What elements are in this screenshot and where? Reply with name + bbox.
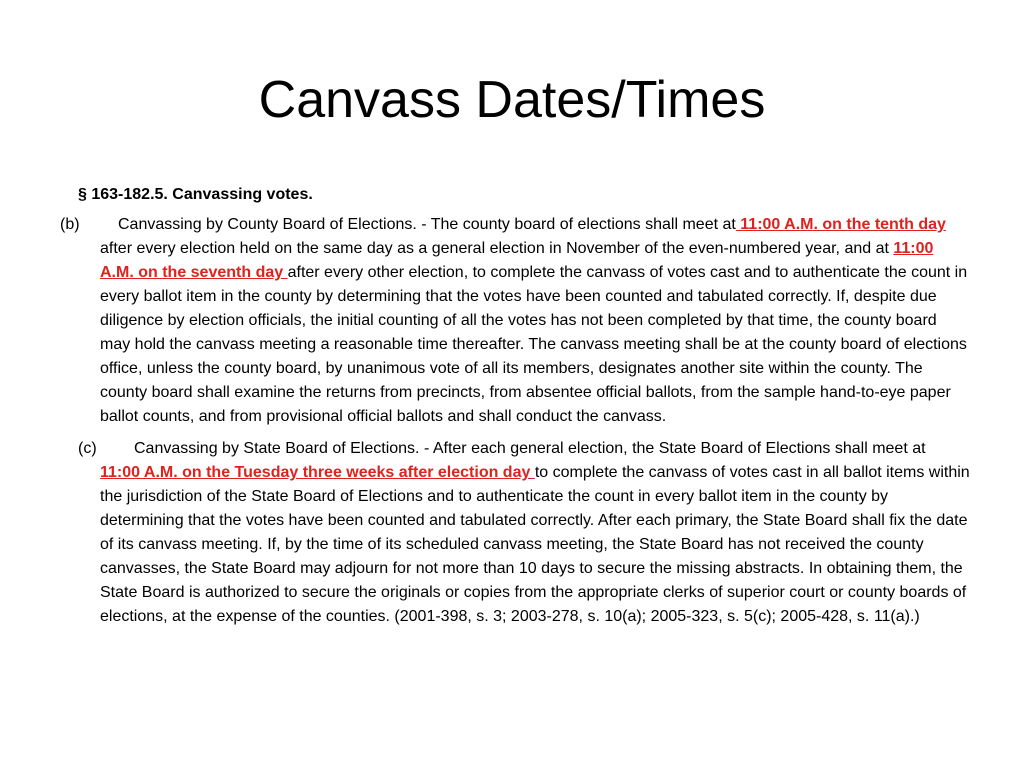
paragraph-b-text-1: Canvassing by County Board of Elections. - The county board of elections shall meet at bbox=[118, 216, 736, 233]
slide-title: Canvass Dates/Times bbox=[258, 71, 766, 129]
paragraph-b-text-2: after every election held on the same day as a general election in November of the even-numbered year, and at bbox=[100, 240, 894, 257]
paragraph-b-text-3: after every other election, to complete the canvass of votes cast and to authenticate the count in every ballot item in the county by determining that the votes have been counted and tabulated correctly. If, despite due diligence by election officials, the initial counting of all the votes has not been completed by that time, the county board may hold the canvass meeting a reasonable time thereafter. The canvass meeting shall be at the county board of elections office, unless the county board, by unanimous vote of all its members, designates another site within the county. The county board shall examine the returns from precincts, from absentee official ballots, from the sample hand-to-eye paper ballot counts, and from provisional official ballots and shall conduct the canvass. bbox=[100, 264, 968, 425]
paragraph-c-marker: (c) bbox=[78, 440, 97, 457]
paragraph-c-text-1: Canvassing by State Board of Elections. - After each general election, the State Board of Elections shall meet at bbox=[134, 440, 926, 457]
paragraph-b bbox=[60, 213, 970, 429]
paragraph-b-marker: (b) bbox=[60, 216, 80, 233]
slide-body bbox=[60, 183, 970, 637]
section-heading: § 163-182.5. Canvassing votes. bbox=[78, 186, 313, 203]
paragraph-c-highlight-1: 11:00 A.M. on the Tuesday three weeks after election day bbox=[100, 464, 535, 481]
paragraph-c bbox=[60, 437, 970, 629]
paragraph-b-highlight-2: 11:00 A.M. on the seventh day bbox=[100, 240, 934, 281]
paragraph-c-text-2: to complete the canvass of votes cast in all ballot items within the jurisdiction of the State Board of Elections and to authenticate the count in every ballot item in the county by determining that the votes have been counted and tabulated correctly. After each primary, the State Board shall fix the date of its canvass meeting. If, by the time of its scheduled canvass meeting, the State Board has not received the county canvasses, the State Board may adjourn for not more than 10 days to secure the missing abstracts. In obtaining them, the State Board is authorized to secure the originals or copies from the appropriate clerks of superior court or county boards of elections, at the expense of the counties. (2001-398, s. 3; 2003-278, s. 10(a); 2005-323, s. 5(c); 2005-428, s. 11(a).) bbox=[100, 464, 970, 625]
paragraph-b-highlight-1: 11:00 A.M. on the tenth day bbox=[735, 216, 946, 233]
